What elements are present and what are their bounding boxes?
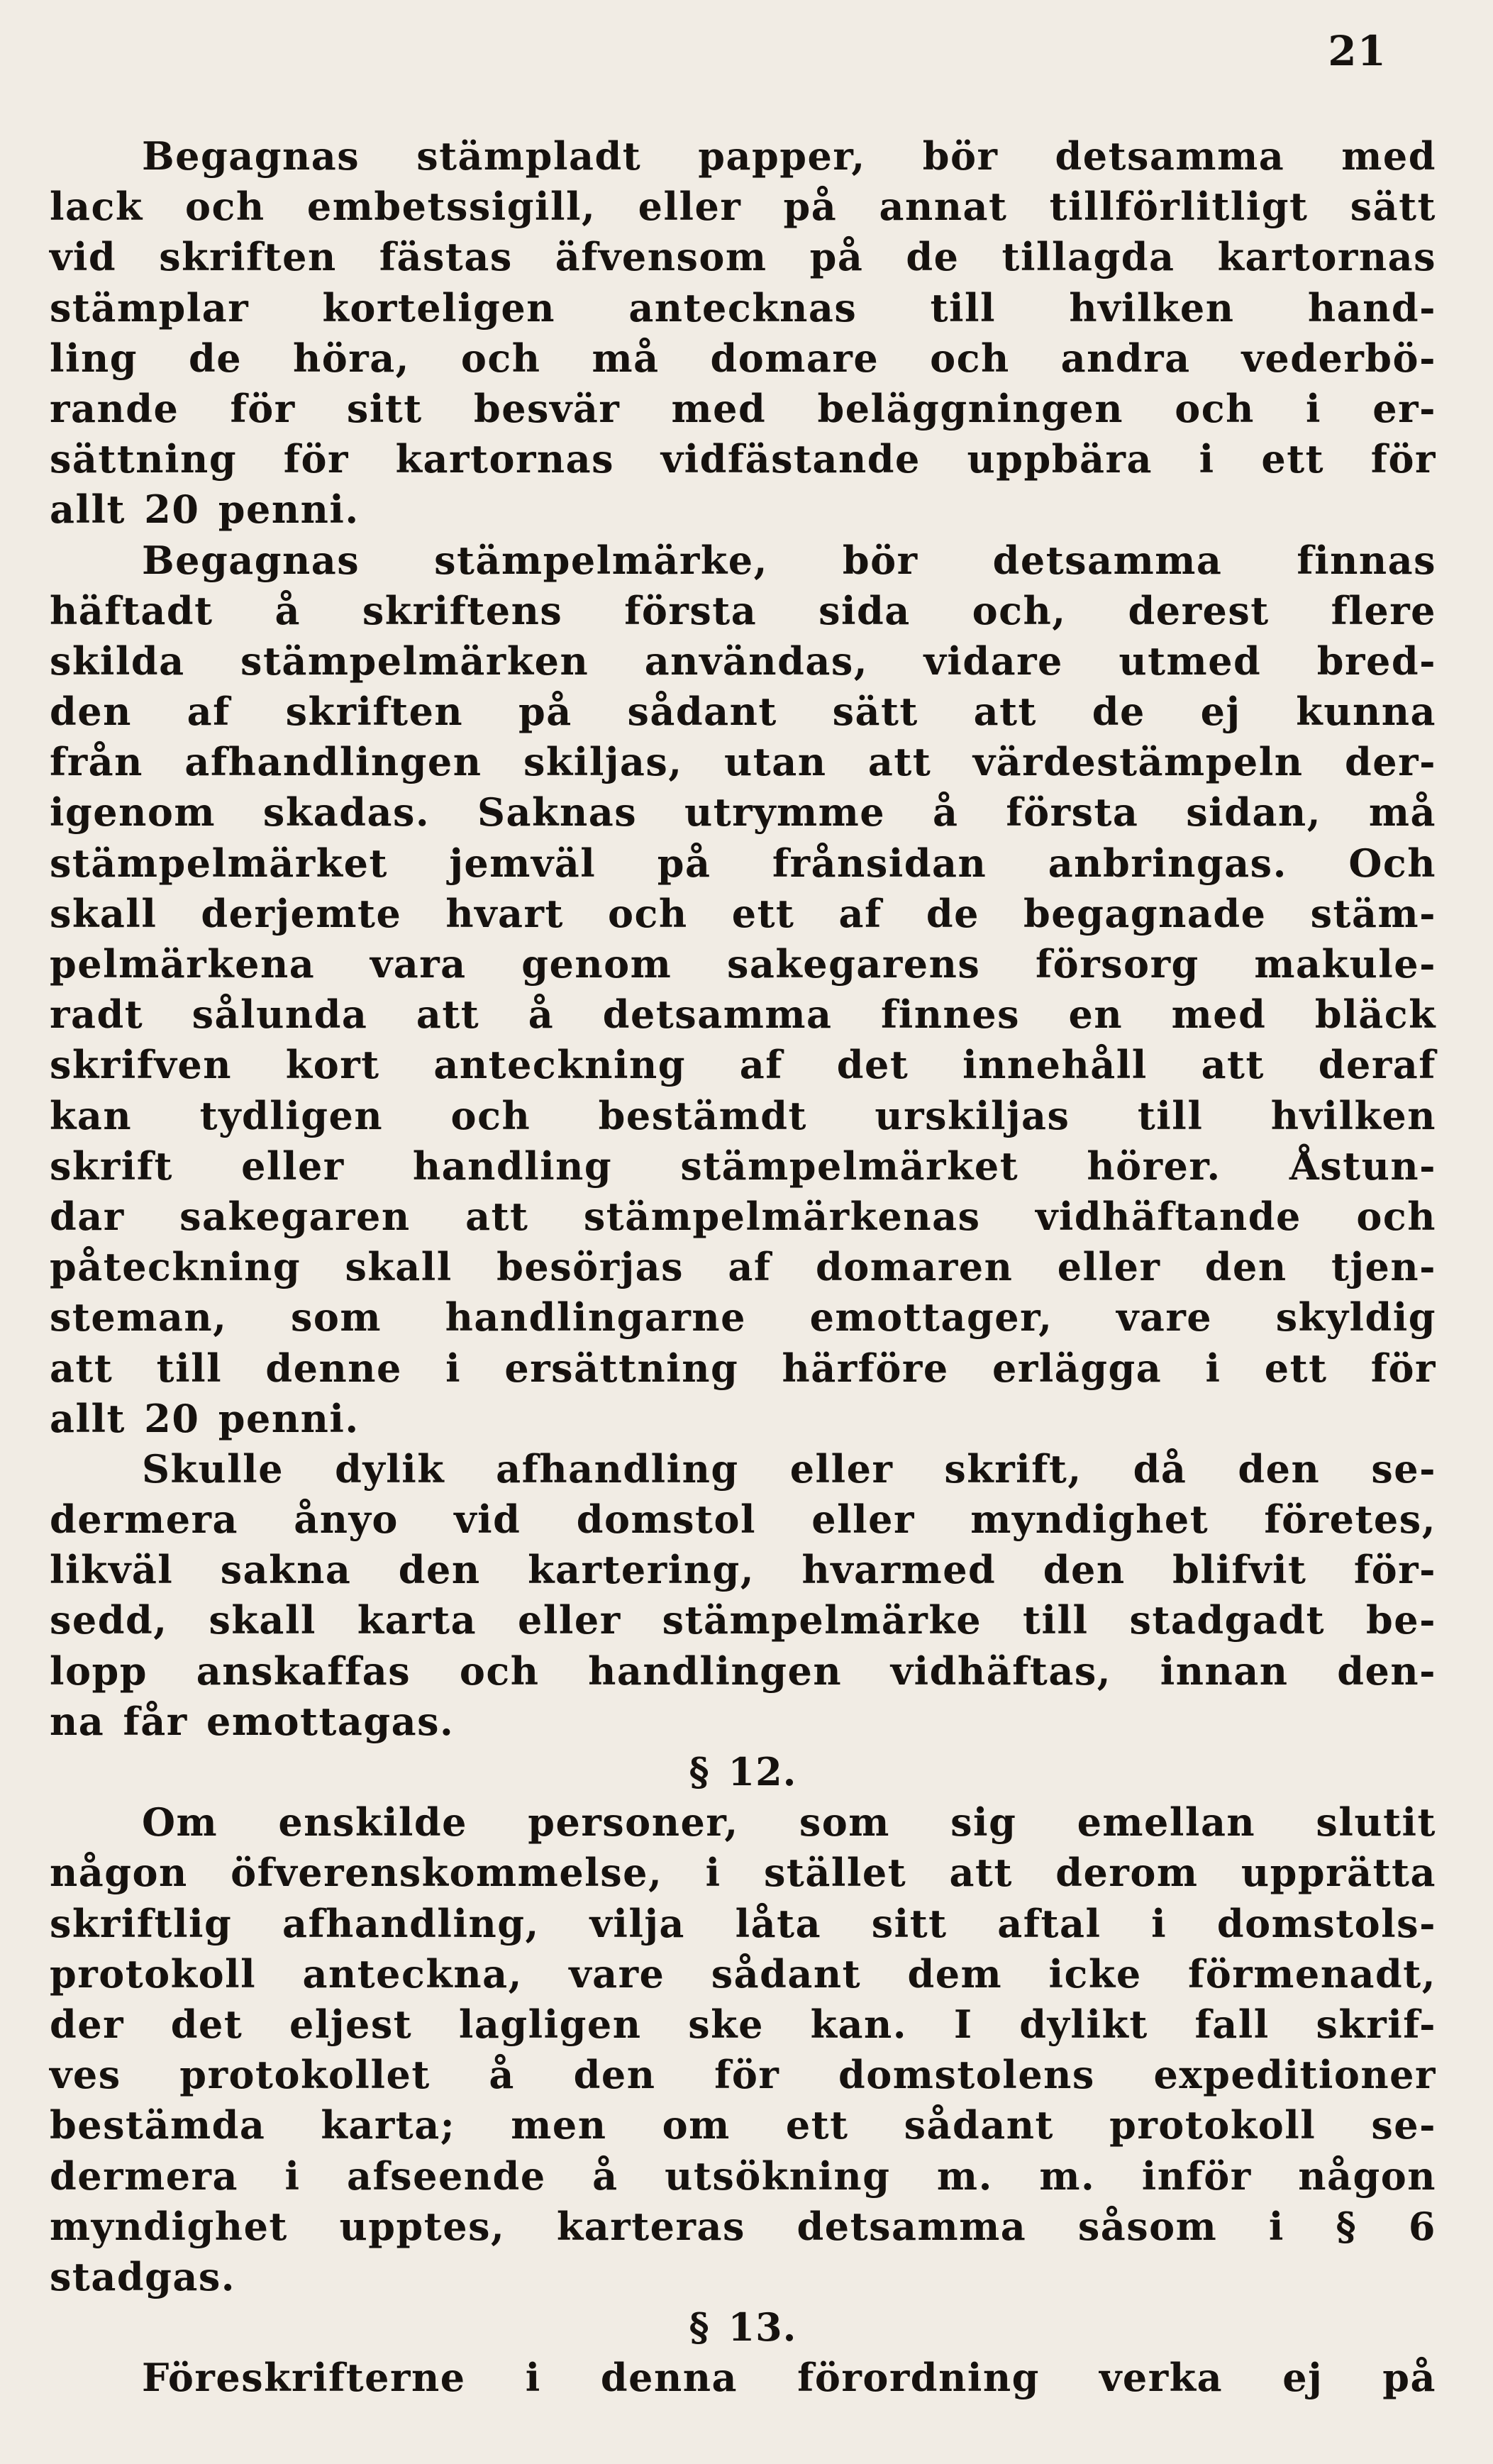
text-line: dar sakegaren att stämpelmärkenas vidhäftande och <box>50 1193 1436 1239</box>
text-line: sedd, skall karta eller stämpelmärke till stadgadt be- <box>50 1597 1436 1643</box>
text-line: någon öfverenskommelse, i stället att derom upprätta <box>50 1850 1436 1896</box>
text-line: lopp anskaffas och handlingen vidhäftas, innan den- <box>50 1648 1436 1694</box>
text-line: kan tydligen och bestämdt urskiljas till hvilken <box>50 1092 1436 1138</box>
text-line: ves protokollet å den för domstolens expeditioner <box>50 2052 1436 2098</box>
text-line: myndighet upptes, karteras detsamma såsom i § 6 <box>50 2203 1436 2249</box>
text-line: pelmärkena vara genom sakegarens försorg makule- <box>50 941 1436 987</box>
text-line: protokoll anteckna, vare sådant dem icke förmenadt, <box>50 1950 1436 1997</box>
text-line: sättning för kartornas vidfästande uppbära i ett för <box>50 436 1436 482</box>
text-line: radt sålunda att å detsamma finnes en med bläck <box>50 992 1436 1038</box>
text-line: bestämda karta; men om ett sådant protokoll se- <box>50 2102 1436 2148</box>
text-line: lack och embetssigill, eller på annat tillförlitligt sätt <box>50 184 1436 230</box>
text-line: na får emottagas. <box>50 1698 455 1744</box>
text-line: likväl sakna den kartering, hvarmed den blifvit för- <box>50 1547 1436 1593</box>
body-text <box>50 131 1436 2403</box>
page-number: 21 <box>1328 27 1387 75</box>
text-line: ling de höra, och må domare och andra vederbö- <box>50 335 1436 381</box>
text-line: skrift eller handling stämpelmärket hörer. Åstun- <box>50 1143 1436 1189</box>
text-line: Om enskilde personer, som sig emellan slutit <box>142 1799 1436 1846</box>
text-line: skrifven kort anteckning af det innehåll att deraf <box>50 1042 1436 1088</box>
text-line: den af skriften på sådant sätt att de ej kunna <box>50 689 1436 735</box>
section-heading: § 12. <box>689 1749 797 1794</box>
text-line: dermera i afseende å utsökning m. m. inför någon <box>50 2153 1436 2199</box>
text-line: igenom skadas. Saknas utrymme å första sidan, må <box>50 789 1436 836</box>
section-heading: § 13. <box>689 2304 797 2351</box>
text-line: skriftlig afhandling, vilja låta sitt aftal i domstols- <box>50 1900 1436 1946</box>
text-line: att till denne i ersättning härföre erlägga i ett för <box>50 1345 1436 1391</box>
text-line: påteckning skall besörjas af domaren eller den tjen- <box>50 1244 1436 1290</box>
text-line: der det eljest lagligen ske kan. I dylikt fall skrif- <box>50 2001 1436 2047</box>
text-line: Begagnas stämpladt papper, bör detsamma med <box>142 133 1436 179</box>
text-line: stämpelmärket jemväl på frånsidan anbringas. Och <box>50 840 1436 886</box>
text-line: från afhandlingen skiljas, utan att värdestämpeln der- <box>50 739 1436 785</box>
text-line: häftadt å skriftens första sida och, derest flere <box>50 587 1436 633</box>
text-line: allt 20 penni. <box>50 487 360 533</box>
text-line: rande för sitt besvär med beläggningen och i er- <box>50 385 1436 431</box>
text-line: vid skriften fästas äfvensom på de tillagda kartornas <box>50 234 1436 280</box>
text-line: stämplar korteligen antecknas till hvilken hand- <box>50 284 1436 331</box>
text-line: stadgas. <box>50 2253 236 2299</box>
text-line: skilda stämpelmärken användas, vidare utmed bred- <box>50 638 1436 684</box>
text-line: Skulle dylik afhandling eller skrift, då den se- <box>142 1445 1436 1492</box>
text-line: dermera ånyo vid domstol eller myndighet företes, <box>50 1497 1436 1543</box>
text-line: allt 20 penni. <box>50 1395 360 1441</box>
text-line: steman, som handlingarne emottager, vare skyldig <box>50 1294 1436 1341</box>
text-line: Begagnas stämpelmärke, bör detsamma finnas <box>142 537 1436 583</box>
text-line: skall derjemte hvart och ett af de begagnade stäm- <box>50 890 1436 936</box>
text-line: Föreskrifterne i denna förordning verka ej på <box>142 2355 1436 2401</box>
